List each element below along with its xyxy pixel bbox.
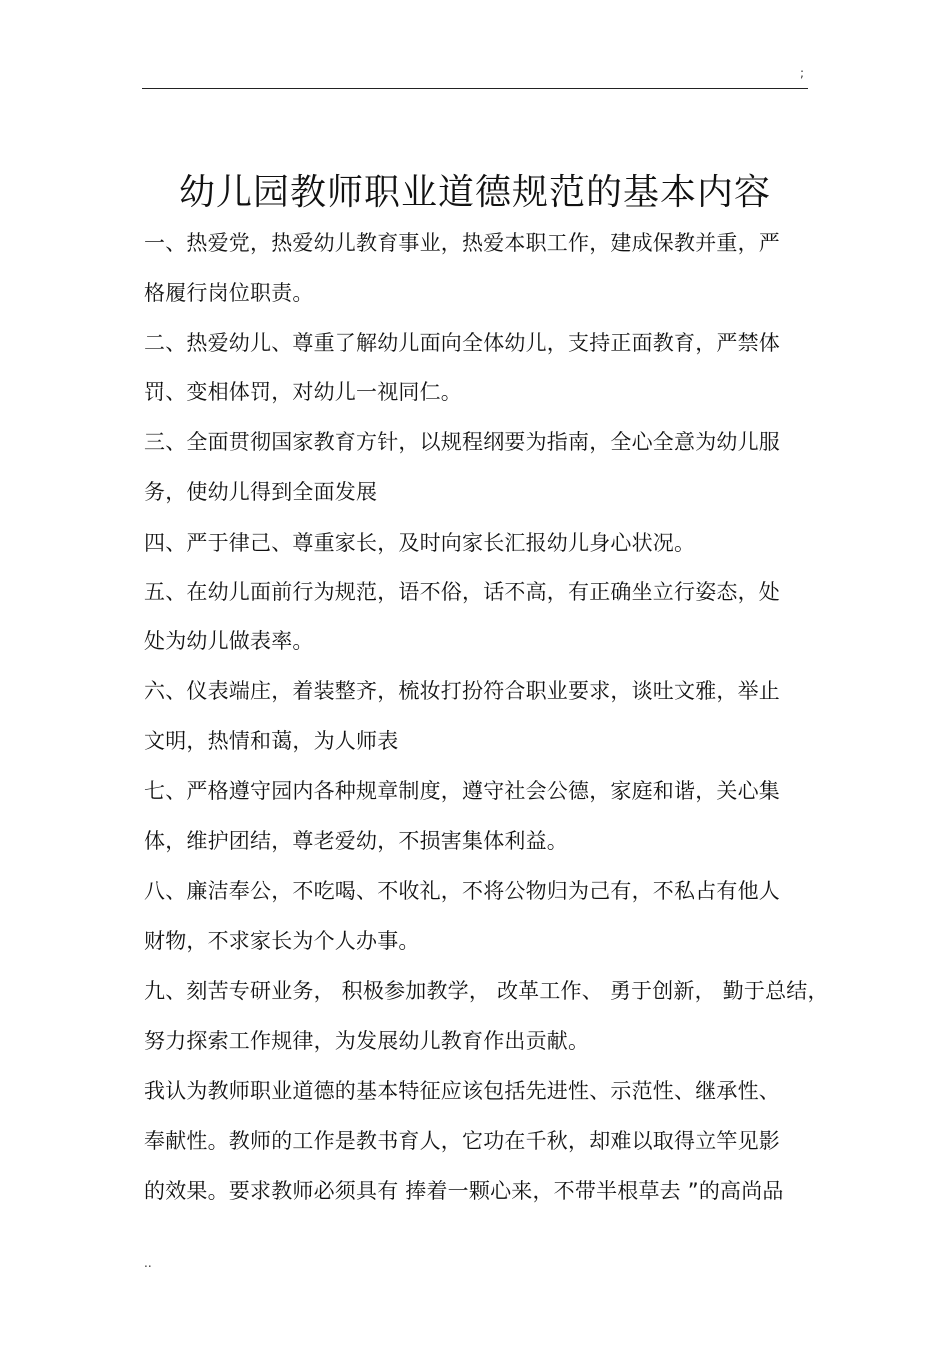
header-rule	[142, 88, 808, 89]
text-line: 务，使幼儿得到全面发展	[144, 480, 378, 504]
text-line: 罚、变相体罚，对幼儿一视同仁。	[144, 380, 462, 404]
text-line: 九、刻苦专研业务， 积极参加教学， 改革工作、 勇于创新， 勤于总结，	[144, 979, 829, 1003]
text-line: 努力探索工作规律，为发展幼儿教育作出贡献。	[144, 1029, 590, 1053]
text-line: 处为幼儿做表率。	[144, 629, 314, 653]
footer-mark: ..	[144, 1256, 152, 1270]
text-line: 五、在幼儿面前行为规范，语不俗，话不高，有正确坐立行姿态，处	[144, 580, 780, 604]
text-line: 八、廉洁奉公，不吃喝、不收礼，不将公物归为己有，不私占有他人	[144, 879, 780, 903]
text-line: 文明，热情和蔼，为人师表	[144, 729, 399, 753]
text-line: 二、热爱幼儿、尊重了解幼儿面向全体幼儿，支持正面教育，严禁体	[144, 331, 780, 355]
text-line: 我认为教师职业道德的基本特征应该包括先进性、示范性、继承性、	[144, 1079, 780, 1103]
text-line: 七、严格遵守园内各种规章制度，遵守社会公德，家庭和谐，关心集	[144, 779, 780, 803]
text-line: 奉献性。教师的工作是教书育人，它功在千秋，却难以取得立竿见影	[144, 1129, 780, 1153]
page-title: 幼儿园教师职业道德规范的基本内容	[178, 172, 771, 213]
text-line: 四、严于律己、尊重家长，及时向家长汇报幼儿身心状况。	[144, 531, 696, 555]
text-line: 三、全面贯彻国家教育方针，以规程纲要为指南，全心全意为幼儿服	[144, 430, 780, 454]
text-line: 一、热爱党，热爱幼儿教育事业，热爱本职工作，建成保教并重，严	[144, 231, 780, 255]
text-line: 体，维护团结，尊老爱幼，不损害集体利益。	[144, 829, 568, 853]
text-line: 财物，不求家长为个人办事。	[144, 929, 420, 953]
text-line: 六、仪表端庄，着装整齐，梳妆打扮符合职业要求，谈吐文雅，举止	[144, 679, 780, 703]
text-line: 的效果。要求教师必须具有 捧着一颗心来，不带半根草去 ”的高尚品	[144, 1179, 784, 1203]
header-mark: ;	[800, 66, 805, 80]
text-line: 格履行岗位职责。	[144, 281, 314, 305]
